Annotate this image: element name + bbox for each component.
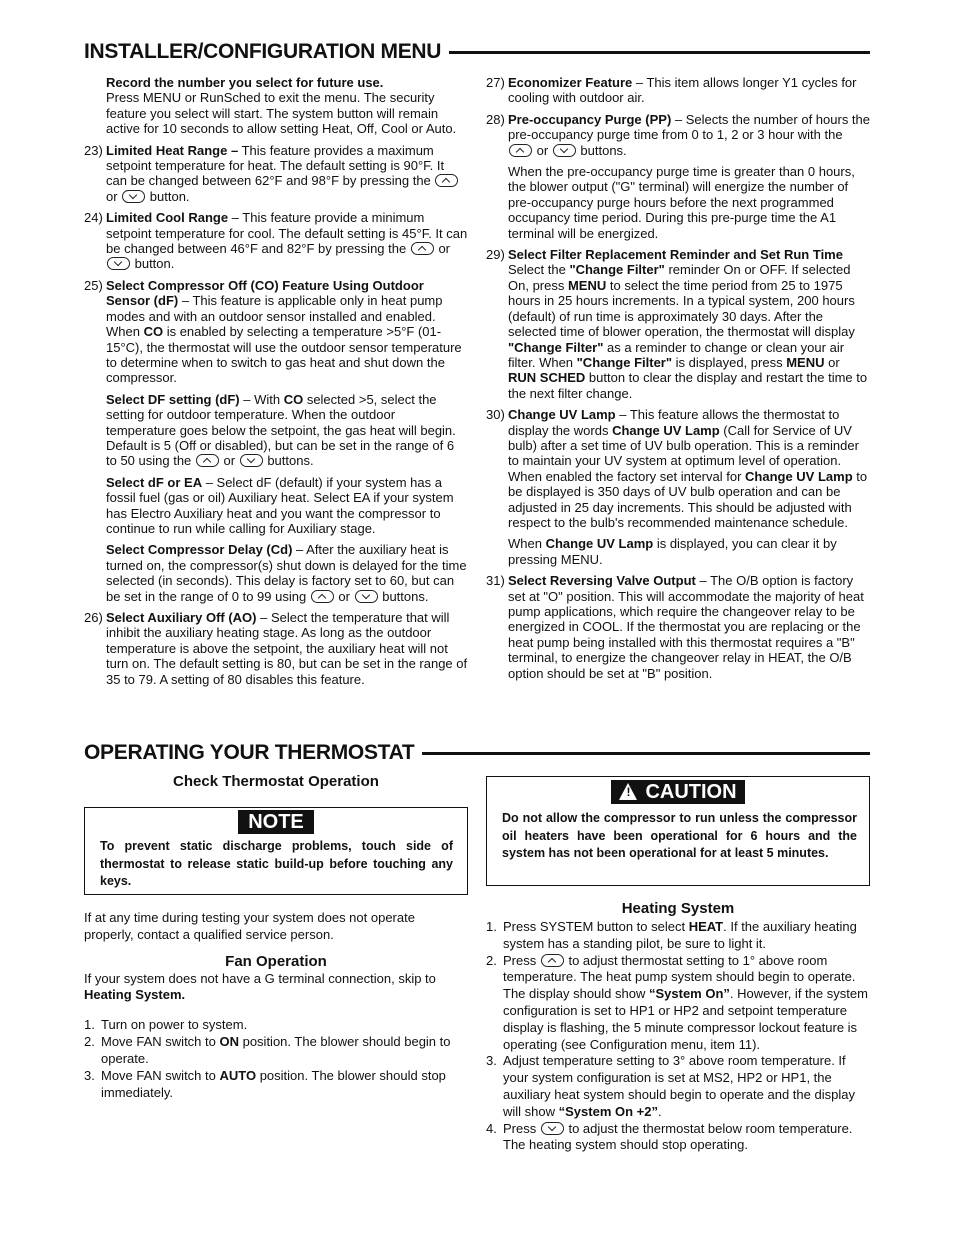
item-text: – This feature allows the thermostat to display the words xyxy=(508,407,840,438)
fan-steps xyxy=(84,1016,468,1101)
item-bold: "Change Filter" xyxy=(569,262,665,278)
item-text: reminder On or OFF. If selected On, press xyxy=(508,262,851,293)
step-text: position. The blower should begin to operate. xyxy=(101,1034,451,1066)
operating-left-column xyxy=(84,773,468,799)
item-number: 30) xyxy=(486,407,505,423)
up-arrow-button-icon xyxy=(509,144,532,157)
item-30 xyxy=(486,407,870,567)
item-text: – This item allows longer Y1 cycles for cooling with outdoor air. xyxy=(508,75,857,106)
item-number: 27) xyxy=(486,75,505,90)
intro-block xyxy=(84,75,468,137)
item-27 xyxy=(486,75,870,106)
installer-left-column xyxy=(84,75,468,693)
item-number: 28) xyxy=(486,111,505,127)
item-bold: "Change Filter" xyxy=(508,339,604,355)
item-text: is enabled by selecting a temperature >5°F (01-15°C), the thermostat will use the outdoor sensor temperature to determine when to switch to gas heat and shut down the compressor. xyxy=(106,324,462,386)
step-bold: HEAT xyxy=(688,919,724,934)
list-item xyxy=(84,1016,468,1033)
installer-heading xyxy=(84,40,870,64)
item-text: – Select the temperature that will inhibit the auxiliary heating stage. As long as the outdoor temperature is above the setpoint, the auxiliary heat will not turn on. The default setting is 80, but can be set in the range of 35 to 79. A setting of 80 disables this feature. xyxy=(106,610,468,687)
up-arrow-button-icon xyxy=(435,174,458,187)
item-text: button. xyxy=(146,188,190,204)
step-text: to adjust the thermostat below room temperature. The heating system should stop operating. xyxy=(503,1120,853,1153)
item-text: or xyxy=(533,142,552,158)
item-23 xyxy=(84,143,468,205)
installer-heading-text: INSTALLER/CONFIGURATION MENU xyxy=(84,40,442,63)
caution-text: Do not allow the compressor to run unless the compressor oil heaters have been operational for 6 hours and the system has not been operational for at least 5 minutes. xyxy=(502,811,857,860)
step-number: 2. xyxy=(84,1034,95,1049)
item-number: 23) xyxy=(84,142,103,158)
warning-triangle-icon: ! xyxy=(619,783,637,800)
down-arrow-button-icon xyxy=(122,190,145,203)
heating-system-section xyxy=(486,900,870,1154)
item-text: button to clear the display and restart the time to the next filter change. xyxy=(508,370,868,401)
installer-right-column xyxy=(486,75,870,687)
item-text: – Select dF (default) if your system has a fossil fuel (gas or oil) Auxiliary heat. Select EA if your system has Electro Auxiliary heat and you want the compressor to continue to run while calling for Auxiliary stage. xyxy=(106,474,454,536)
step-text: . xyxy=(657,1103,662,1119)
note-badge: NOTE xyxy=(238,810,314,834)
step-bold: ON xyxy=(219,1034,239,1049)
item-bold: CO xyxy=(143,324,164,340)
note-box xyxy=(84,807,468,895)
caution-box xyxy=(486,776,870,886)
step-text: Turn on power to system. xyxy=(101,1017,248,1032)
item-26 xyxy=(84,610,468,687)
check-operation-title: Check Thermostat Operation xyxy=(173,773,379,790)
list-item xyxy=(486,953,870,1054)
item-text: – After the auxiliary heat is turned on, the compressor(s) shut down is delayed for the time selected (in seconds). This delay is factory set to 60, but can be set in the range of 0 to 99 using xyxy=(106,542,467,604)
list-item xyxy=(486,1121,870,1155)
down-arrow-button-icon xyxy=(541,1122,564,1135)
item-29 xyxy=(486,247,870,401)
operating-heading xyxy=(84,741,870,765)
fan-intro-bold: Heating System. xyxy=(84,987,186,1002)
item-number: 26) xyxy=(84,610,103,625)
note-text: To prevent static discharge problems, touch side of thermostat to release static build-up before touching any keys. xyxy=(100,839,453,888)
item-text: or xyxy=(434,241,450,257)
item-text: as a reminder to change or clean your air filter. When xyxy=(508,339,845,370)
down-arrow-button-icon xyxy=(553,144,576,157)
item-text: is displayed, press xyxy=(672,354,787,370)
up-arrow-button-icon xyxy=(311,590,334,603)
step-text: position. The blower should stop immediately. xyxy=(101,1068,446,1100)
up-arrow-button-icon xyxy=(196,454,219,467)
list-item xyxy=(84,1067,468,1101)
item-number: 31) xyxy=(486,573,505,589)
list-item xyxy=(486,1053,870,1120)
item-bold: "Change Filter" xyxy=(576,354,673,370)
up-arrow-button-icon xyxy=(411,242,434,255)
item-text: When xyxy=(508,536,546,552)
step-text: Adjust temperature setting to 3° above room temperature. If your system configuration is set at MS2, HP2 or HP1, the auxiliary heat system should begin to operate and the display will show xyxy=(503,1053,855,1119)
heating-steps xyxy=(486,919,870,1154)
contact-text: If at any time during testing your system does not operate properly, contact a qualified service person. xyxy=(84,910,415,942)
item-text: – With xyxy=(239,391,284,407)
up-arrow-button-icon xyxy=(541,954,564,967)
item-title: Limited Cool Range xyxy=(106,210,229,226)
operating-left-lower xyxy=(84,909,468,1101)
item-text: Select the xyxy=(508,262,570,278)
item-title: Economizer Feature xyxy=(508,75,633,90)
item-text: or xyxy=(334,588,354,604)
item-title: Change UV Lamp xyxy=(508,407,616,423)
step-number: 1. xyxy=(84,1017,95,1032)
item-text: (Call for Service of UV bulb) after a set time of UV bulb operation. This is a reminder to maintain your UV system at optimum level of operation. When enabled the factory set interval for xyxy=(508,422,859,484)
intro-bold: Record the number you select for future use. xyxy=(106,75,384,90)
heating-system-title: Heating System xyxy=(621,900,735,917)
item-paragraph: When the pre-occupancy purge time is greater than 0 hours, the blower output ("G" terminal) will energize the number of pre-occupancy purge hours before the next programmed occupancy time period. During this pre-purge time the A1 terminal will be energized. xyxy=(508,164,855,241)
item-25 xyxy=(84,278,468,604)
item-31 xyxy=(486,573,870,681)
step-text: . However, if the system configuration is set to HP1 or HP2 and setpoint temperature display is flashing, the 5 minute compressor lockout feature is operating (see Configuration menu, item 11). xyxy=(503,986,868,1052)
item-title: Select Auxiliary Off (AO) xyxy=(106,610,257,625)
item-text: – This feature provide a minimum setpoint temperature for cool. The default setting is 45°F. It can be changed between 46°F and 82°F by pressing the xyxy=(106,210,468,257)
caution-badge xyxy=(611,780,744,804)
item-28 xyxy=(486,112,870,241)
item-number: 25) xyxy=(84,277,103,293)
down-arrow-button-icon xyxy=(240,454,263,467)
item-text: This feature provides a maximum setpoint temperature for heat. The default setting is 90°F. It can be changed between 62°F and 98°F by pressing the xyxy=(106,142,445,189)
item-text: – This feature is applicable only in heat pump modes and with an outdoor sensor installed and enabled. When xyxy=(106,293,443,340)
caution-label: CAUTION xyxy=(645,781,737,803)
item-bold: MENU xyxy=(786,354,825,370)
step-number: 3. xyxy=(486,1053,497,1069)
item-text: buttons. xyxy=(576,142,627,158)
down-arrow-button-icon xyxy=(355,590,378,603)
step-number: 4. xyxy=(486,1120,497,1136)
item-number: 24) xyxy=(84,210,103,226)
step-bold: “System On +2” xyxy=(558,1103,658,1119)
item-text: – Selects the number of hours the pre-occupancy purge time from 0 to 1, 2 or 3 hour with the xyxy=(508,111,871,143)
item-bold: MENU xyxy=(567,277,607,293)
item-text: or xyxy=(106,188,122,204)
item-text: or xyxy=(219,453,239,469)
down-arrow-button-icon xyxy=(107,257,130,270)
heading-rule xyxy=(449,51,870,54)
heading-rule xyxy=(422,752,870,755)
step-bold: “System On” xyxy=(648,986,730,1002)
item-text: – The O/B option is factory set at "O" position. This will accommodate the majority of heat pump applications, which require the changeover relay to be energized in COOL. If the thermostat you are replacing or the heat pump being installed with this thermostat requires a "B" terminal, to energize the changeover relay in HEAT, the O/B option should be set at "B" position. xyxy=(508,573,864,681)
step-text: Move FAN switch to xyxy=(101,1068,220,1083)
item-text: buttons. xyxy=(378,588,429,604)
item-text: button. xyxy=(131,256,175,272)
item-bold: Change UV Lamp xyxy=(745,468,853,484)
fan-intro: If your system does not have a G terminal connection, skip to xyxy=(84,971,436,986)
step-text: Move FAN switch to xyxy=(101,1034,220,1049)
item-text: to select the time period from 25 to 1975 hours in 25 hours increments. In a typical system, 200 hours (default) of run time is approximately 30 days. After the selected time of blower operation, the thermostat will display xyxy=(508,277,855,340)
item-text: buttons. xyxy=(263,453,314,469)
item-title: Pre-occupancy Purge (PP) xyxy=(508,111,672,127)
step-number: 2. xyxy=(486,952,497,968)
intro-text: Press MENU or RunSched to exit the menu. The security feature you select will start. The system button will remain active for 10 seconds to allow setting Heat, Off, Cool or Auto. xyxy=(106,90,457,137)
list-item xyxy=(84,1033,468,1067)
item-number: 29) xyxy=(486,247,505,263)
item-text: is displayed, you can clear it by pressing MENU. xyxy=(508,536,837,567)
item-text: or xyxy=(824,354,840,370)
list-item xyxy=(486,919,870,953)
item-subtitle: Select DF setting (dF) xyxy=(106,391,240,407)
item-subtitle: Select dF or EA xyxy=(106,474,203,490)
item-bold: Change UV Lamp xyxy=(545,536,654,552)
step-text: . If the auxiliary heating system has a standing pilot, be sure to light it. xyxy=(503,919,857,951)
step-text: Press SYSTEM button to select xyxy=(503,919,689,934)
item-bold: Change UV Lamp xyxy=(612,422,720,438)
step-text: Press xyxy=(503,1120,540,1136)
item-title: Select Compressor Off (CO) Feature Using Outdoor Sensor (dF) xyxy=(106,277,424,309)
item-text: selected >5, select the setting for outdoor temperature. When the outdoor temperature goes below the setpoint, the gas heat will begin. Default is 5 (Off or disabled), but can be set in the range of 6 to 50 using the xyxy=(106,391,456,469)
item-title: Select Reversing Valve Output xyxy=(508,573,696,589)
operating-heading-text: OPERATING YOUR THERMOSTAT xyxy=(84,741,415,764)
step-text: to adjust thermostat setting to 1° above room temperature. The heat pump system should begin to operate. The display should show xyxy=(503,952,856,1002)
step-number: 3. xyxy=(84,1068,95,1083)
item-title: Limited Heat Range – xyxy=(106,142,239,158)
item-subtitle: Select Compressor Delay (Cd) xyxy=(106,542,293,558)
step-bold: AUTO xyxy=(219,1068,257,1083)
item-bold: RUN SCHED xyxy=(508,370,586,386)
item-bold: CO xyxy=(283,391,304,407)
step-text: Press xyxy=(503,952,540,968)
item-title: Select Filter Replacement Reminder and Set Run Time xyxy=(508,247,843,263)
item-text: to be displayed is 350 days of UV bulb operation and can be adjusted in 25 day increments. This should be adjusted with respect to the bulb's recommended maintenance schedule. xyxy=(508,468,868,530)
fan-operation-title: Fan Operation xyxy=(225,953,327,970)
step-number: 1. xyxy=(486,919,497,934)
item-24 xyxy=(84,210,468,272)
